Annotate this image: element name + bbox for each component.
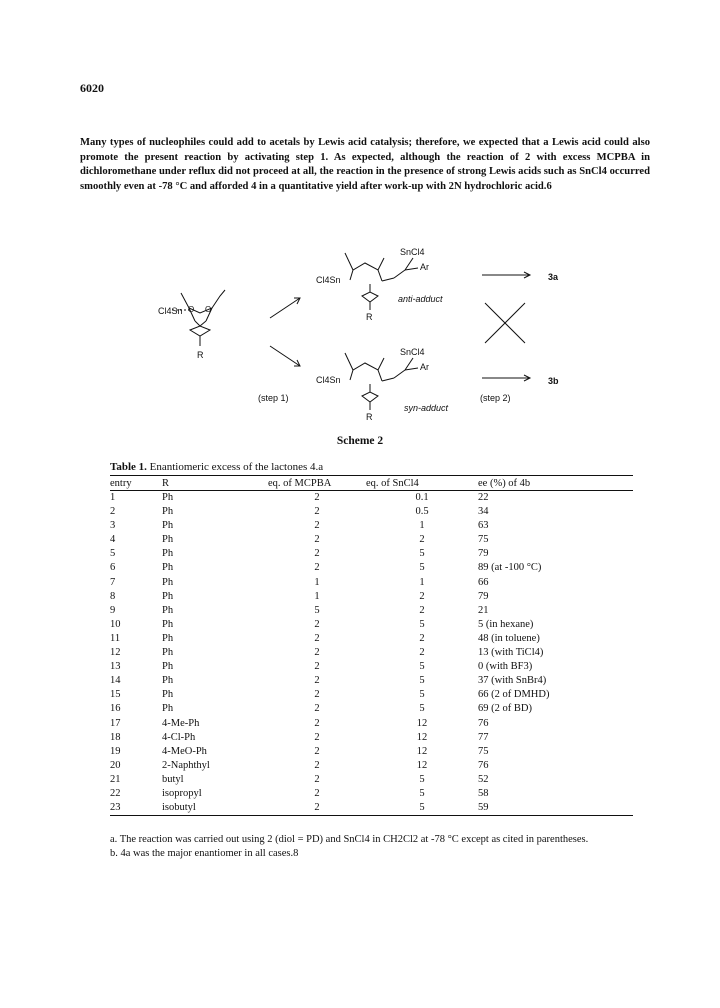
table-cell: 5 <box>419 548 425 560</box>
table-cell: 2 <box>419 604 425 616</box>
table-cell: 4-Me-Ph <box>162 717 200 729</box>
table-header-row <box>110 476 633 491</box>
sncl4-syn-label: SnCl4 <box>400 347 425 357</box>
table-cell: 2 <box>314 548 320 560</box>
table-cell: 2 <box>314 520 320 532</box>
table-cell: 2 <box>268 801 366 816</box>
table-cell: 5 <box>419 689 425 701</box>
table-cell: Ph <box>162 661 174 673</box>
table-cell: 5 <box>419 773 425 785</box>
arrow-to-anti <box>270 298 300 318</box>
r-start-label: R <box>197 350 204 360</box>
sncl4-anti-label: SnCl4 <box>400 247 425 257</box>
table-cell: 5 <box>419 703 425 715</box>
table-row <box>110 533 633 547</box>
table-row <box>110 590 633 604</box>
table-cell: 2 <box>419 632 425 644</box>
table-cell: 58 <box>478 787 489 799</box>
table-1 <box>110 461 633 816</box>
table-cell: 9 <box>110 604 116 616</box>
table-cell: 21 <box>110 773 121 785</box>
table-row <box>110 632 633 646</box>
table-cell: 0.1 <box>415 492 429 503</box>
table-cell: 2 <box>314 632 320 644</box>
table-cell: isopropyl <box>162 787 202 799</box>
table-cell: 1 <box>314 576 320 588</box>
table-cell: 2 <box>314 675 320 687</box>
table-cell: 66 (2 of DMHD) <box>478 689 550 701</box>
table-row <box>110 773 633 787</box>
table-cell: 1 <box>419 520 425 532</box>
table-cell: 2 <box>314 787 320 799</box>
table-row <box>110 547 633 561</box>
table-cell: Ph <box>162 576 174 588</box>
footnotes <box>110 833 640 861</box>
header-entry: entry <box>110 476 162 491</box>
table-cell: 22 <box>478 492 489 503</box>
o-start-2: O <box>205 305 212 314</box>
table-cell: 5 <box>110 548 116 560</box>
table-cell: Ph <box>162 492 174 503</box>
header-r: R <box>162 476 268 491</box>
table-cell: Ph <box>162 548 174 560</box>
table-cell: 5 <box>419 675 425 687</box>
table-cell: 22 <box>110 787 121 799</box>
table-row <box>110 561 633 575</box>
table-cell: 5 <box>314 604 320 616</box>
table-cell: 10 <box>110 618 121 630</box>
table-row <box>110 505 633 519</box>
table-cell: 2 <box>314 773 320 785</box>
cl4sn-start-label: Cl4Sn <box>158 306 183 316</box>
table-row <box>110 787 633 801</box>
table-cell: 18 <box>110 731 121 743</box>
table-cell: 5 <box>419 787 425 799</box>
table-cell: 89 (at -100 °C) <box>478 562 542 574</box>
table-cell: butyl <box>162 773 184 785</box>
table-cell: 5 <box>366 801 478 816</box>
table-cell: 2 <box>314 689 320 701</box>
table-cell: 21 <box>478 604 489 616</box>
table-cell: 37 (with SnBr4) <box>478 675 547 687</box>
anti-adduct-label: anti-adduct <box>398 294 443 304</box>
table-cell: Ph <box>162 703 174 715</box>
table-cell: 2 <box>314 534 320 546</box>
o-start-1: O <box>188 305 195 314</box>
table-cell: Ph <box>162 632 174 644</box>
step2-label: (step 2) <box>480 393 511 403</box>
table-cell: 2 <box>419 534 425 546</box>
table-cell: 2 <box>314 759 320 771</box>
table-row <box>110 660 633 674</box>
table-cell: 5 <box>419 618 425 630</box>
table-cell: Ph <box>162 534 174 546</box>
table-cell: 12 <box>416 731 428 743</box>
ar-syn-label: Ar <box>420 362 429 372</box>
footnote-b: b. 4a was the major enantiomer in all cases.8 <box>110 848 299 859</box>
table-cell: 75 <box>478 745 489 757</box>
r-anti-label: R <box>366 312 373 322</box>
header-mcpba: eq. of MCPBA <box>268 476 366 491</box>
page-number: 6020 <box>80 81 104 95</box>
product-3b: 3b <box>548 376 559 386</box>
table-row <box>110 759 633 773</box>
table-row <box>110 731 633 745</box>
table-cell: 2 <box>314 745 320 757</box>
reaction-scheme <box>0 218 720 448</box>
header-ee: ee (%) of 4b <box>478 476 633 491</box>
table-cell: 3 <box>110 520 116 532</box>
scheme-caption: Scheme 2 <box>336 435 384 447</box>
table-cell: Ph <box>162 520 174 532</box>
table-cell: 76 <box>478 717 489 729</box>
table-cell: 14 <box>110 675 121 687</box>
table-cell: 2 <box>419 590 425 602</box>
table-cell: 0 (with BF3) <box>478 661 533 673</box>
table-cell: Ph <box>162 590 174 602</box>
table-cell: 15 <box>110 689 121 701</box>
table-cell: 8 <box>110 590 116 602</box>
table-cell: 12 <box>110 647 121 659</box>
table-cell: 4 <box>110 534 116 546</box>
table-cell: 16 <box>110 703 121 715</box>
table-row <box>110 674 633 688</box>
table-cell: 1 <box>314 590 320 602</box>
table-cell: 12 <box>416 717 428 729</box>
body-paragraph: Many types of nucleophiles could add to acetals by Lewis acid catalysis; therefore, we expected that a Lewis acid could also promote the present reaction by activating step 1. As expected, although the reaction of 2 with excess MCPBA in dichloromethane under reflux did not proceed at all, the reaction in the presence of strong Lewis acids such as SnCl4 occurred smoothly even at -78 °C and afforded 4 in a quantitative yield after work-up with 2N hydrochloric acid.6 <box>80 137 650 192</box>
table-row <box>110 519 633 533</box>
starting-acetal-structure <box>172 290 225 346</box>
table-row <box>110 604 633 618</box>
table-cell: 4-Cl-Ph <box>162 731 196 743</box>
arrow-to-syn <box>270 346 300 366</box>
table-cell: 77 <box>478 731 489 743</box>
table-row <box>110 618 633 632</box>
table-cell: 69 (2 of BD) <box>478 703 532 715</box>
ar-anti-label: Ar <box>420 262 429 272</box>
table-cell: Ph <box>162 647 174 659</box>
table-cell: 34 <box>478 506 489 518</box>
r-syn-label: R <box>366 412 373 422</box>
table-cell: 5 <box>419 562 425 574</box>
table-cell: 2 <box>314 731 320 743</box>
table-cell: 12 <box>416 745 428 757</box>
table-cell: 2 <box>314 647 320 659</box>
table-cell: 5 (in hexane) <box>478 618 534 630</box>
table-cell: 63 <box>478 520 489 532</box>
product-3a: 3a <box>548 272 559 282</box>
table-cell: 59 <box>478 801 633 816</box>
table-cell: 66 <box>478 576 489 588</box>
table-cell: 2 <box>419 647 425 659</box>
cl4sn-syn-label: Cl4Sn <box>316 375 341 385</box>
table-cell: 23 <box>110 801 162 816</box>
table-cell: 5 <box>419 661 425 673</box>
table-cell: 1 <box>110 492 116 503</box>
table-cell: 11 <box>110 632 121 644</box>
table-cell: 79 <box>478 590 489 602</box>
table-cell: 0.5 <box>415 506 429 518</box>
table-cell: Ph <box>162 604 174 616</box>
table-cell: 2 <box>314 492 320 503</box>
step1-label: (step 1) <box>258 393 289 403</box>
table-cell: 6 <box>110 562 116 574</box>
table-row <box>110 717 633 731</box>
table-row <box>110 801 633 816</box>
table-cell: 76 <box>478 759 489 771</box>
table-cell: 7 <box>110 576 116 588</box>
table-cell: 79 <box>478 548 489 560</box>
table-cell: 75 <box>478 534 489 546</box>
table-cell: 2 <box>314 661 320 673</box>
table-caption: Table 1. Enantiomeric excess of the lactones 4.a <box>110 461 324 473</box>
table-cell: 17 <box>110 717 121 729</box>
table-cell: 2 <box>110 506 116 518</box>
table-row <box>110 745 633 759</box>
table-cell: 2 <box>314 703 320 715</box>
table-cell: Ph <box>162 689 174 701</box>
table-row <box>110 702 633 716</box>
table-row <box>110 576 633 590</box>
table-cell: 20 <box>110 759 121 771</box>
table-cell: Ph <box>162 618 174 630</box>
table-cell: 2 <box>314 618 320 630</box>
table-cell: 13 (with TiCl4) <box>478 647 544 659</box>
table-cell: Ph <box>162 506 174 518</box>
table-cell: Ph <box>162 675 174 687</box>
table-cell: 4-MeO-Ph <box>162 745 207 757</box>
table-cell: 2 <box>314 562 320 574</box>
table-cell: 1 <box>419 576 425 588</box>
table-cell: 2 <box>314 506 320 518</box>
syn-adduct-structure <box>345 353 418 410</box>
table-cell: 19 <box>110 745 121 757</box>
table-row <box>110 491 633 506</box>
table-row <box>110 646 633 660</box>
table-row <box>110 688 633 702</box>
table-cell: 13 <box>110 661 121 673</box>
footnote-a: a. The reaction was carried out using 2 (diol = PD) and SnCl4 in CH2Cl2 at -78 °C except as cited in parentheses. <box>110 834 589 845</box>
table-cell: 48 (in toluene) <box>478 632 540 644</box>
table-cell: 12 <box>416 759 428 771</box>
table-cell: 2-Naphthyl <box>162 759 210 771</box>
syn-adduct-label: syn-adduct <box>404 403 449 413</box>
table-cell: 2 <box>314 717 320 729</box>
table-cell: isobutyl <box>162 801 268 816</box>
header-sncl4: eq. of SnCl4 <box>366 476 478 491</box>
table-cell: Ph <box>162 562 174 574</box>
cl4sn-anti-label: Cl4Sn <box>316 275 341 285</box>
table-cell: 52 <box>478 773 489 785</box>
